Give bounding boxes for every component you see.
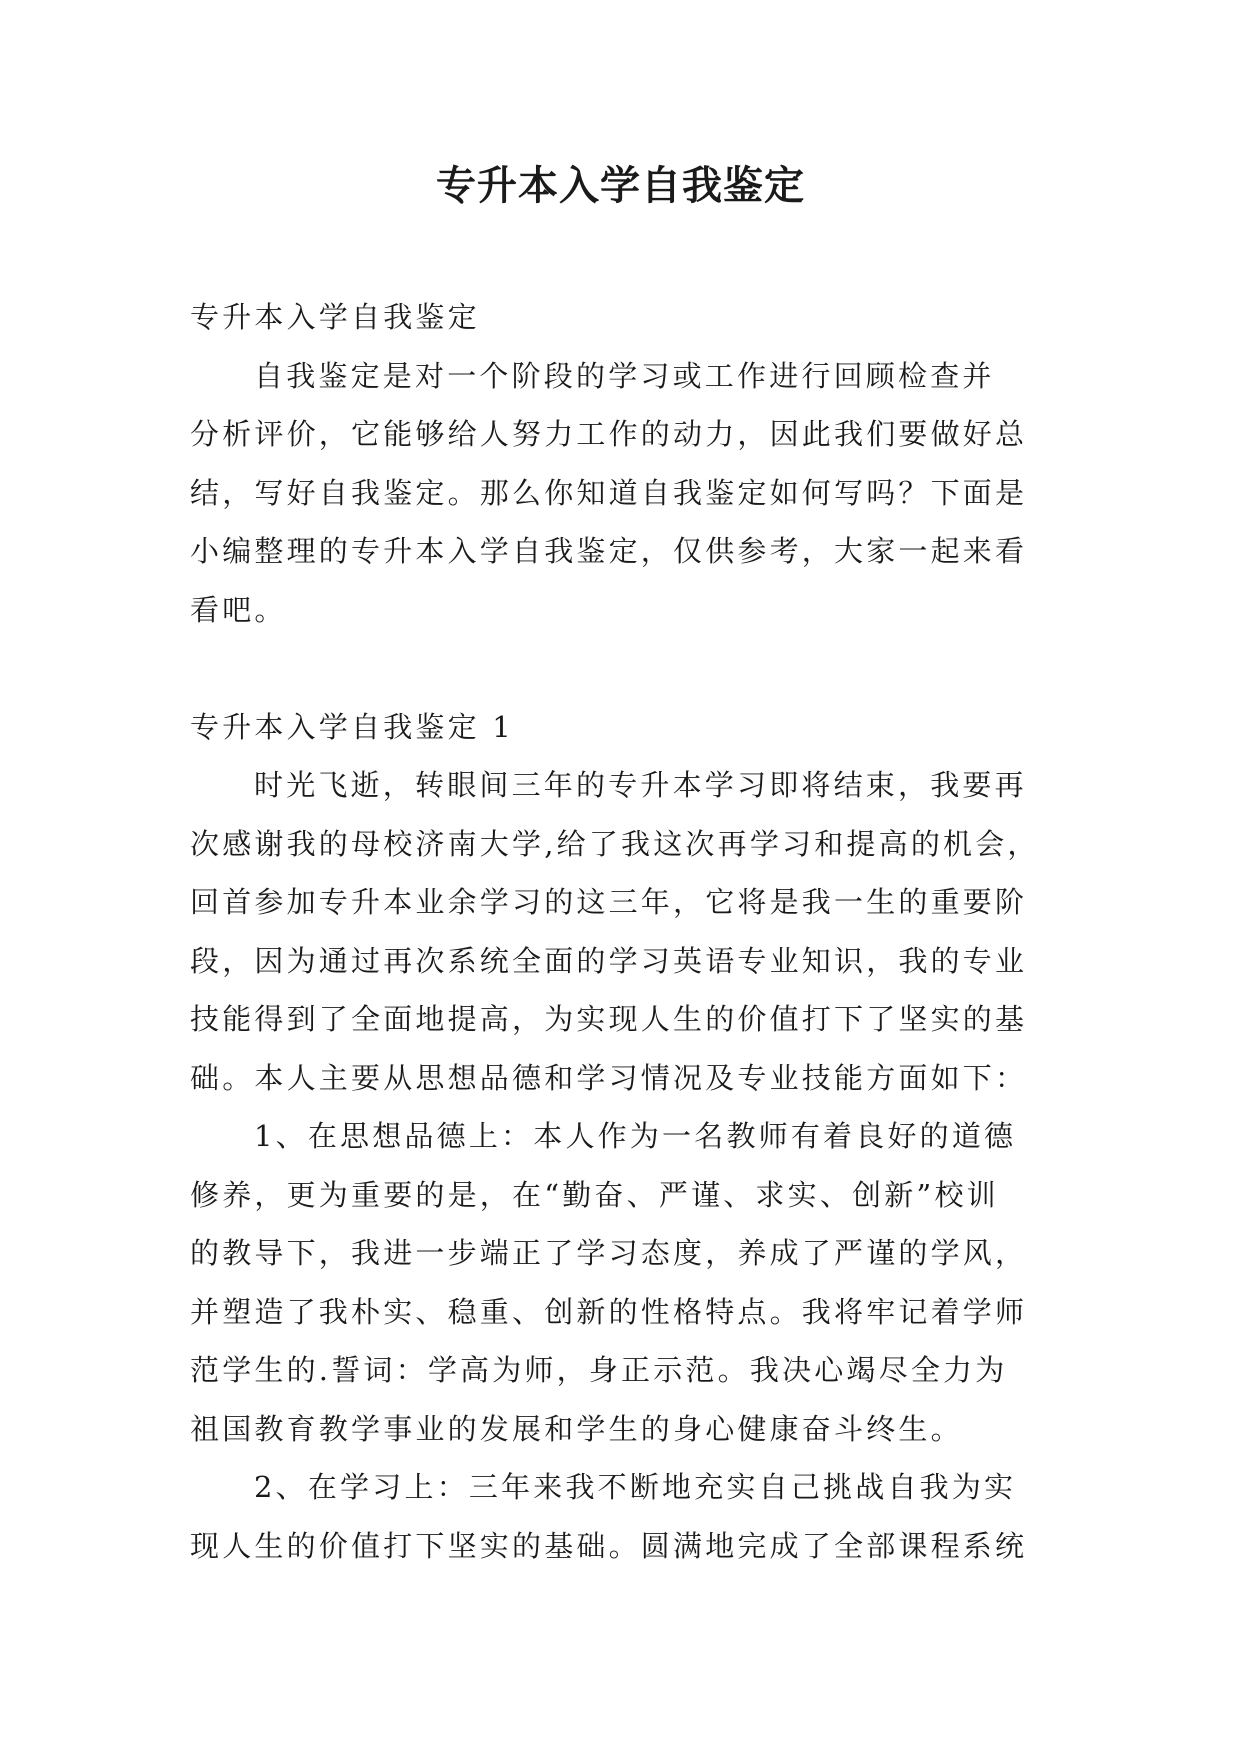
text-line: 现人生的价值打下坚实的基础。圆满地完成了全部课程系统 bbox=[190, 1528, 1028, 1563]
paragraph-gap bbox=[190, 639, 1070, 698]
document-title: 专升本入学自我鉴定 bbox=[436, 162, 805, 209]
text-line: 祖国教育教学事业的发展和学生的身心健康奋斗终生。 bbox=[190, 1411, 963, 1446]
text-line: 回首参加专升本业余学习的这三年，它将是我一生的重要阶 bbox=[190, 885, 1028, 919]
text-line: 小编整理的专升本入学自我鉴定，仅供参考，大家一起来看 bbox=[190, 534, 1028, 568]
text-line: 修养，更为重要的是，在“勤奋、严谨、求实、创新”校训 bbox=[190, 1177, 999, 1212]
text-line: 次感谢我的母校济南大学,给了我这次再学习和提高的机会， bbox=[190, 826, 1040, 861]
text-line: 时光飞逝，转眼间三年的专升本学习即将结束，我要再 bbox=[254, 768, 1027, 802]
text-line: 技能得到了全面地提高，为实现人生的价值打下了坚实的基 bbox=[190, 1002, 1028, 1036]
text-line: 分析评价，它能够给人努力工作的动力，因此我们要做好总 bbox=[190, 417, 1028, 451]
text-line: 并塑造了我朴实、稳重、创新的性格特点。我将牢记着学师 bbox=[190, 1294, 1028, 1329]
text-line: 看吧。 bbox=[190, 592, 287, 627]
section-heading: 专升本入学自我鉴定 1 bbox=[190, 709, 514, 744]
text-line: 范学生的.誓词：学高为师，身正示范。我决心竭尽全力为 bbox=[190, 1353, 1008, 1387]
text-line: 础。本人主要从思想品德和学习情况及专业技能方面如下： bbox=[190, 1060, 1028, 1095]
text-line: 结，写好自我鉴定。那么你知道自我鉴定如何写吗？下面是 bbox=[190, 475, 1028, 510]
text-line: 1、在思想品德上：本人作为一名教师有着良好的道德 bbox=[254, 1119, 1017, 1153]
text-line: 2、在学习上：三年来我不断地充实自己挑战自我为实 bbox=[254, 1470, 1017, 1504]
text-line: 的教导下，我进一步端正了学习态度，养成了严谨的学风， bbox=[190, 1236, 1028, 1270]
document-body bbox=[190, 288, 1070, 1575]
text-line: 自我鉴定是对一个阶段的学习或工作进行回顾检查并 bbox=[254, 358, 995, 393]
text-line: 段，因为通过再次系统全面的学习英语专业知识，我的专业 bbox=[190, 943, 1028, 978]
text-line: 专升本入学自我鉴定 bbox=[190, 300, 480, 334]
